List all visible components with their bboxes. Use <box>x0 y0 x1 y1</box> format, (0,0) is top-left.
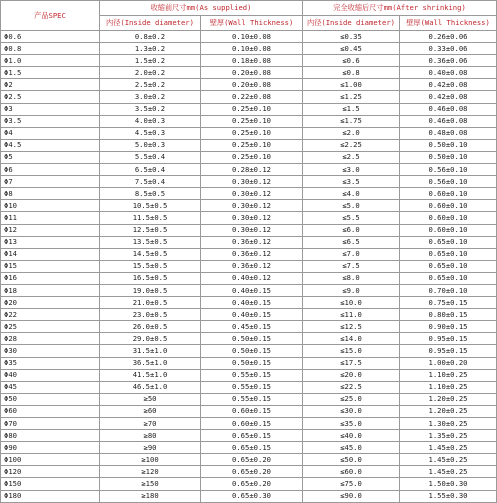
wall-before-cell: 0.50±0.15 <box>201 357 303 369</box>
wall-before-cell: 0.30±0.12 <box>201 188 303 200</box>
wall-before-cell: 0.40±0.15 <box>201 297 303 309</box>
spec-cell: Φ30 <box>1 345 100 357</box>
id-after-cell: ≤7.5 <box>303 260 400 272</box>
wall-before-cell: 0.30±0.12 <box>201 200 303 212</box>
id-after-cell: ≤0.45 <box>303 43 400 55</box>
wall-after-cell: 0.42±0.08 <box>400 79 497 91</box>
id-after-cell: ≤1.75 <box>303 115 400 127</box>
wall-after-cell: 0.60±0.10 <box>400 212 497 224</box>
spec-cell: Φ11 <box>1 212 100 224</box>
id-after-cell: ≤17.5 <box>303 357 400 369</box>
id-before-cell: 26.0±0.5 <box>100 321 201 333</box>
id-after-cell: ≤45.0 <box>303 442 400 454</box>
wall-before-cell: 0.30±0.12 <box>201 224 303 236</box>
table-row <box>1 381 497 393</box>
table-row <box>1 490 497 502</box>
after-shrink-header: 完全收缩后尺寸mm(After shrinking) <box>303 1 497 16</box>
table-row <box>1 418 497 430</box>
spec-cell: Φ8 <box>1 188 100 200</box>
wall-after-cell: 0.26±0.06 <box>400 31 497 43</box>
id-after-cell: ≤50.0 <box>303 454 400 466</box>
spec-cell: Φ22 <box>1 309 100 321</box>
table-row <box>1 321 497 333</box>
id-before-cell: 2.5±0.2 <box>100 79 201 91</box>
wall-before-cell: 0.65±0.20 <box>201 454 303 466</box>
wall-before-cell: 0.40±0.12 <box>201 272 303 284</box>
wall-before-cell: 0.36±0.12 <box>201 236 303 248</box>
wall-before-cell: 0.18±0.08 <box>201 55 303 67</box>
id-before-cell: 41.5±1.0 <box>100 369 201 381</box>
id-before-cell: ≥100 <box>100 454 201 466</box>
spec-cell: Φ28 <box>1 333 100 345</box>
wall-after-cell: 1.45±0.25 <box>400 442 497 454</box>
id-before-cell: 0.8±0.2 <box>100 31 201 43</box>
id-before-cell: 4.5±0.3 <box>100 127 201 139</box>
id-after-cell: ≤2.0 <box>303 127 400 139</box>
id-after-cell: ≤10.0 <box>303 297 400 309</box>
id-before-cell: 31.5±1.0 <box>100 345 201 357</box>
wall-before-cell: 0.36±0.12 <box>201 260 303 272</box>
id-before-cell: 23.0±0.5 <box>100 309 201 321</box>
id-before-cell: ≥180 <box>100 490 201 502</box>
wall-before-cell: 0.65±0.20 <box>201 466 303 478</box>
wall-after-cell: 0.95±0.15 <box>400 345 497 357</box>
wall-after-cell: 1.45±0.25 <box>400 466 497 478</box>
wall-after-cell: 0.60±0.10 <box>400 200 497 212</box>
id-after-cell: ≤15.0 <box>303 345 400 357</box>
wall-before-cell: 0.10±0.08 <box>201 31 303 43</box>
wall-before-cell: 0.25±0.10 <box>201 139 303 151</box>
wall-before-cell: 0.30±0.12 <box>201 212 303 224</box>
wall-after-cell: 0.60±0.10 <box>400 224 497 236</box>
spec-cell: Φ25 <box>1 321 100 333</box>
id-after-cell: ≤3.5 <box>303 176 400 188</box>
id-after-cell: ≤12.5 <box>303 321 400 333</box>
id-before-cell: 5.0±0.3 <box>100 139 201 151</box>
wall-after-cell: 0.65±0.10 <box>400 272 497 284</box>
id-before-cell: 13.5±0.5 <box>100 236 201 248</box>
wall-after-cell: 1.20±0.25 <box>400 405 497 417</box>
spec-cell: Φ40 <box>1 369 100 381</box>
id-before-cell: 7.5±0.4 <box>100 176 201 188</box>
wall-before-cell: 0.50±0.15 <box>201 345 303 357</box>
id-before-cell: ≥70 <box>100 418 201 430</box>
table-row <box>1 212 497 224</box>
spec-cell: Φ120 <box>1 466 100 478</box>
wall-after-cell: 0.65±0.10 <box>400 236 497 248</box>
spec-cell: Φ0.6 <box>1 31 100 43</box>
table-row <box>1 91 497 103</box>
spec-cell: Φ0.8 <box>1 43 100 55</box>
wall-after-cell: 0.60±0.10 <box>400 188 497 200</box>
wall-before-cell: 0.25±0.10 <box>201 115 303 127</box>
wall-after-cell: 0.40±0.08 <box>400 67 497 79</box>
spec-cell: Φ20 <box>1 297 100 309</box>
id-before-cell: 21.0±0.5 <box>100 297 201 309</box>
spec-cell: Φ5 <box>1 151 100 163</box>
spec-cell: Φ70 <box>1 418 100 430</box>
wall-before-cell: 0.45±0.15 <box>201 321 303 333</box>
spec-cell: Φ90 <box>1 442 100 454</box>
spec-cell: Φ1.5 <box>1 67 100 79</box>
spec-cell: Φ15 <box>1 260 100 272</box>
id-after-cell: ≤1.5 <box>303 103 400 115</box>
table-row <box>1 393 497 405</box>
table-row <box>1 442 497 454</box>
spec-cell: Φ1.0 <box>1 55 100 67</box>
id-after-cell: ≤5.5 <box>303 212 400 224</box>
table-row <box>1 236 497 248</box>
id-after-cell: ≤35.0 <box>303 418 400 430</box>
wall-after-cell: 1.55±0.30 <box>400 490 497 502</box>
spec-cell: Φ6 <box>1 164 100 176</box>
spec-cell: Φ10 <box>1 200 100 212</box>
id-before-cell: 19.0±0.5 <box>100 284 201 296</box>
wall-before-cell: 0.30±0.12 <box>201 176 303 188</box>
spec-cell: Φ100 <box>1 454 100 466</box>
table-row <box>1 151 497 163</box>
spec-table-body <box>1 31 497 503</box>
table-row <box>1 79 497 91</box>
spec-cell: Φ2 <box>1 79 100 91</box>
table-row <box>1 309 497 321</box>
id-before-cell: ≥50 <box>100 393 201 405</box>
id-after-cell: ≤2.5 <box>303 151 400 163</box>
spec-cell: Φ150 <box>1 478 100 490</box>
id-after-cell: ≤1.00 <box>303 79 400 91</box>
id-after-cell: ≤60.0 <box>303 466 400 478</box>
wall-after-cell: 0.42±0.08 <box>400 91 497 103</box>
table-row <box>1 188 497 200</box>
id-before-cell: ≥90 <box>100 442 201 454</box>
spec-cell: Φ45 <box>1 381 100 393</box>
wall-before-cell: 0.55±0.15 <box>201 381 303 393</box>
wall-after-cell: 0.48±0.08 <box>400 127 497 139</box>
id-before-cell: 15.5±0.5 <box>100 260 201 272</box>
id-before-cell: ≥150 <box>100 478 201 490</box>
id-before-cell: 1.3±0.2 <box>100 43 201 55</box>
id-after-cell: ≤3.0 <box>303 164 400 176</box>
id-after-cell: ≤0.8 <box>303 67 400 79</box>
wall-after-cell: 0.95±0.15 <box>400 333 497 345</box>
wall-before-cell: 0.22±0.08 <box>201 91 303 103</box>
id-before-cell: 4.0±0.3 <box>100 115 201 127</box>
before-shrink-header: 收缩前尺寸mm(As supplied) <box>100 1 303 16</box>
id-after-cell: ≤11.0 <box>303 309 400 321</box>
wall-before-cell: 0.25±0.10 <box>201 127 303 139</box>
table-row <box>1 115 497 127</box>
table-row <box>1 454 497 466</box>
wall-after-cell: 0.90±0.15 <box>400 321 497 333</box>
table-row <box>1 67 497 79</box>
table-row <box>1 345 497 357</box>
table-row <box>1 224 497 236</box>
id-before-cell: 14.5±0.5 <box>100 248 201 260</box>
id-after-cell: ≤1.25 <box>303 91 400 103</box>
table-row <box>1 31 497 43</box>
wall-before-cell: 0.55±0.15 <box>201 393 303 405</box>
table-row <box>1 466 497 478</box>
id-before-cell: 10.5±0.5 <box>100 200 201 212</box>
id-before-cell: 11.5±0.5 <box>100 212 201 224</box>
wall-after-cell: 0.75±0.15 <box>400 297 497 309</box>
table-row <box>1 333 497 345</box>
table-row <box>1 43 497 55</box>
wall-after-cell: 1.35±0.25 <box>400 430 497 442</box>
table-row <box>1 297 497 309</box>
wall-after-cell: 1.10±0.25 <box>400 381 497 393</box>
wall-after-cell: 1.50±0.30 <box>400 478 497 490</box>
spec-column-header: 产品SPEC <box>1 1 100 31</box>
id-before-cell: ≥120 <box>100 466 201 478</box>
wall-before-cell: 0.36±0.12 <box>201 248 303 260</box>
id-after-cell: ≤40.0 <box>303 430 400 442</box>
wall-before-cell: 0.40±0.15 <box>201 309 303 321</box>
wall-after-cell: 0.70±0.10 <box>400 284 497 296</box>
id-after-cell: ≤0.35 <box>303 31 400 43</box>
wall-after-cell: 1.20±0.25 <box>400 393 497 405</box>
id-before-cell: 1.5±0.2 <box>100 55 201 67</box>
id-after-cell: ≤14.0 <box>303 333 400 345</box>
wall-before-cell: 0.20±0.08 <box>201 79 303 91</box>
wall-after-cell: 0.65±0.10 <box>400 260 497 272</box>
id-after-cell: ≤6.0 <box>303 224 400 236</box>
id-before-cell: 36.5±1.0 <box>100 357 201 369</box>
wall-before-cell: 0.50±0.15 <box>201 333 303 345</box>
before-wall-header: 壁厚(Wall Thickness) <box>201 16 303 31</box>
wall-before-cell: 0.20±0.08 <box>201 67 303 79</box>
spec-cell: Φ50 <box>1 393 100 405</box>
id-before-cell: 8.5±0.5 <box>100 188 201 200</box>
wall-after-cell: 0.50±0.10 <box>400 139 497 151</box>
id-after-cell: ≤7.0 <box>303 248 400 260</box>
table-row <box>1 260 497 272</box>
wall-before-cell: 0.10±0.08 <box>201 43 303 55</box>
wall-after-cell: 0.56±0.10 <box>400 164 497 176</box>
table-row <box>1 176 497 188</box>
spec-cell: Φ16 <box>1 272 100 284</box>
before-id-header: 内径(Inside diameter) <box>100 16 201 31</box>
wall-after-cell: 0.33±0.06 <box>400 43 497 55</box>
wall-before-cell: 0.65±0.15 <box>201 430 303 442</box>
id-after-cell: ≤75.0 <box>303 478 400 490</box>
table-row <box>1 357 497 369</box>
spec-cell: Φ12 <box>1 224 100 236</box>
wall-after-cell: 0.65±0.10 <box>400 248 497 260</box>
table-row <box>1 369 497 381</box>
spec-cell: Φ60 <box>1 405 100 417</box>
wall-after-cell: 0.46±0.08 <box>400 103 497 115</box>
wall-after-cell: 0.46±0.08 <box>400 115 497 127</box>
id-before-cell: 12.5±0.5 <box>100 224 201 236</box>
table-row <box>1 430 497 442</box>
table-row <box>1 164 497 176</box>
spec-cell: Φ80 <box>1 430 100 442</box>
wall-before-cell: 0.40±0.15 <box>201 284 303 296</box>
wall-before-cell: 0.25±0.10 <box>201 103 303 115</box>
after-wall-header: 壁厚(Wall Thickness) <box>400 16 497 31</box>
wall-before-cell: 0.60±0.15 <box>201 418 303 430</box>
id-before-cell: ≥60 <box>100 405 201 417</box>
id-after-cell: ≤22.5 <box>303 381 400 393</box>
header-row-main <box>1 1 497 16</box>
wall-after-cell: 0.36±0.06 <box>400 55 497 67</box>
id-after-cell: ≤4.0 <box>303 188 400 200</box>
id-after-cell: ≤20.0 <box>303 369 400 381</box>
id-before-cell: 3.0±0.2 <box>100 91 201 103</box>
table-row <box>1 405 497 417</box>
id-before-cell: 2.0±0.2 <box>100 67 201 79</box>
id-after-cell: ≤6.5 <box>303 236 400 248</box>
spec-cell: Φ14 <box>1 248 100 260</box>
id-before-cell: 16.5±0.5 <box>100 272 201 284</box>
wall-after-cell: 0.80±0.15 <box>400 309 497 321</box>
after-id-header: 内径(Inside diameter) <box>303 16 400 31</box>
spec-cell: Φ2.5 <box>1 91 100 103</box>
wall-after-cell: 1.10±0.25 <box>400 369 497 381</box>
id-before-cell: 6.5±0.4 <box>100 164 201 176</box>
id-before-cell: 46.5±1.0 <box>100 381 201 393</box>
table-row <box>1 139 497 151</box>
spec-cell: Φ3.5 <box>1 115 100 127</box>
wall-before-cell: 0.28±0.12 <box>201 164 303 176</box>
spec-cell: Φ7 <box>1 176 100 188</box>
table-row <box>1 55 497 67</box>
id-after-cell: ≤9.0 <box>303 284 400 296</box>
id-after-cell: ≤2.25 <box>303 139 400 151</box>
wall-before-cell: 0.65±0.15 <box>201 442 303 454</box>
table-row <box>1 272 497 284</box>
wall-after-cell: 1.45±0.25 <box>400 454 497 466</box>
id-before-cell: ≥80 <box>100 430 201 442</box>
id-after-cell: ≤0.6 <box>303 55 400 67</box>
wall-before-cell: 0.60±0.15 <box>201 405 303 417</box>
spec-cell: Φ13 <box>1 236 100 248</box>
wall-before-cell: 0.65±0.30 <box>201 490 303 502</box>
spec-cell: Φ180 <box>1 490 100 502</box>
spec-cell: Φ35 <box>1 357 100 369</box>
id-after-cell: ≤8.0 <box>303 272 400 284</box>
id-before-cell: 3.5±0.2 <box>100 103 201 115</box>
id-after-cell: ≤25.0 <box>303 393 400 405</box>
table-row <box>1 127 497 139</box>
table-row <box>1 200 497 212</box>
wall-after-cell: 1.00±0.20 <box>400 357 497 369</box>
table-row <box>1 478 497 490</box>
spec-cell: Φ3 <box>1 103 100 115</box>
table-row <box>1 248 497 260</box>
wall-after-cell: 0.56±0.10 <box>400 176 497 188</box>
id-before-cell: 29.0±0.5 <box>100 333 201 345</box>
id-after-cell: ≤90.0 <box>303 490 400 502</box>
wall-before-cell: 0.25±0.10 <box>201 151 303 163</box>
id-before-cell: 5.5±0.4 <box>100 151 201 163</box>
table-row <box>1 284 497 296</box>
id-after-cell: ≤30.0 <box>303 405 400 417</box>
wall-before-cell: 0.55±0.15 <box>201 369 303 381</box>
spec-cell: Φ18 <box>1 284 100 296</box>
id-after-cell: ≤5.0 <box>303 200 400 212</box>
wall-after-cell: 0.50±0.10 <box>400 151 497 163</box>
wall-after-cell: 1.30±0.25 <box>400 418 497 430</box>
wall-before-cell: 0.65±0.20 <box>201 478 303 490</box>
table-row <box>1 103 497 115</box>
spec-cell: Φ4.5 <box>1 139 100 151</box>
spec-cell: Φ4 <box>1 127 100 139</box>
